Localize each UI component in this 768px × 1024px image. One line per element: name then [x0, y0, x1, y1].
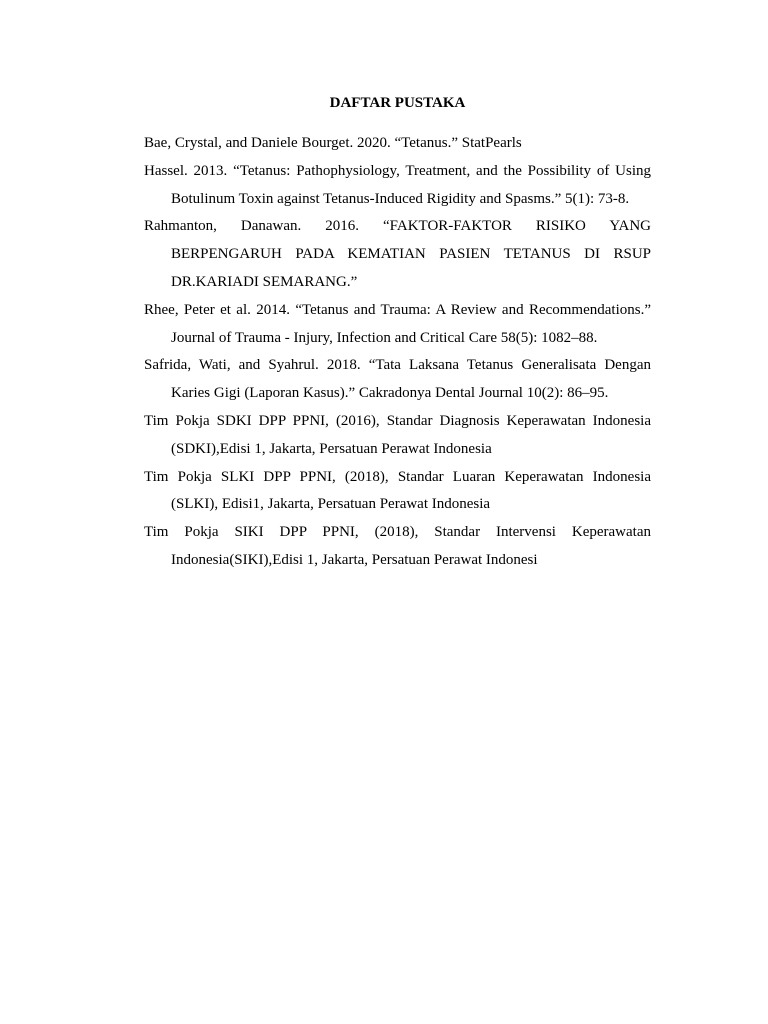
reference-list [144, 130, 651, 575]
reference-item-7: Tim Pokja SLKI DPP PPNI, (2018), Standar Luaran Keperawatan Indonesia (SLKI), Edisi1, Jakarta, Persatuan Perawat Indonesia [144, 468, 651, 513]
reference-item-1: Bae, Crystal, and Daniele Bourget. 2020. “Tetanus.” StatPearls [144, 135, 522, 151]
reference-item-4: Rhee, Peter et al. 2014. “Tetanus and Trauma: A Review and Recommendations.” Journal of Trauma - Injury, Infection and Critical Care 58(5): 1082–88. [144, 301, 651, 346]
page-title: DAFTAR PUSTAKA [329, 95, 466, 111]
reference-item-2: Hassel. 2013. “Tetanus: Pathophysiology, Treatment, and the Possibility of Using Botulinum Toxin against Tetanus-Induced Rigidity and Spasms.” 5(1): 73-8. [144, 162, 651, 207]
reference-item-3: Rahmanton, Danawan. 2016. “FAKTOR-FAKTOR RISIKO YANG BERPENGARUH PADA KEMATIAN PASIEN TETANUS DI RSUP DR.KARIADI SEMARANG.” [144, 218, 651, 290]
reference-item-6: Tim Pokja SDKI DPP PPNI, (2016), Standar Diagnosis Keperawatan Indonesia (SDKI),Edisi 1, Jakarta, Persatuan Perawat Indonesia [144, 412, 651, 457]
reference-item-5: Safrida, Wati, and Syahrul. 2018. “Tata Laksana Tetanus Generalisata Dengan Karies Gigi (Laporan Kasus).” Cakradonya Dental Journal 10(2): 86–95. [144, 357, 651, 402]
reference-item-8: Tim Pokja SIKI DPP PPNI, (2018), Standar Intervensi Keperawatan Indonesia(SIKI),Edisi 1, Jakarta, Persatuan Perawat Indonesi [144, 524, 651, 568]
